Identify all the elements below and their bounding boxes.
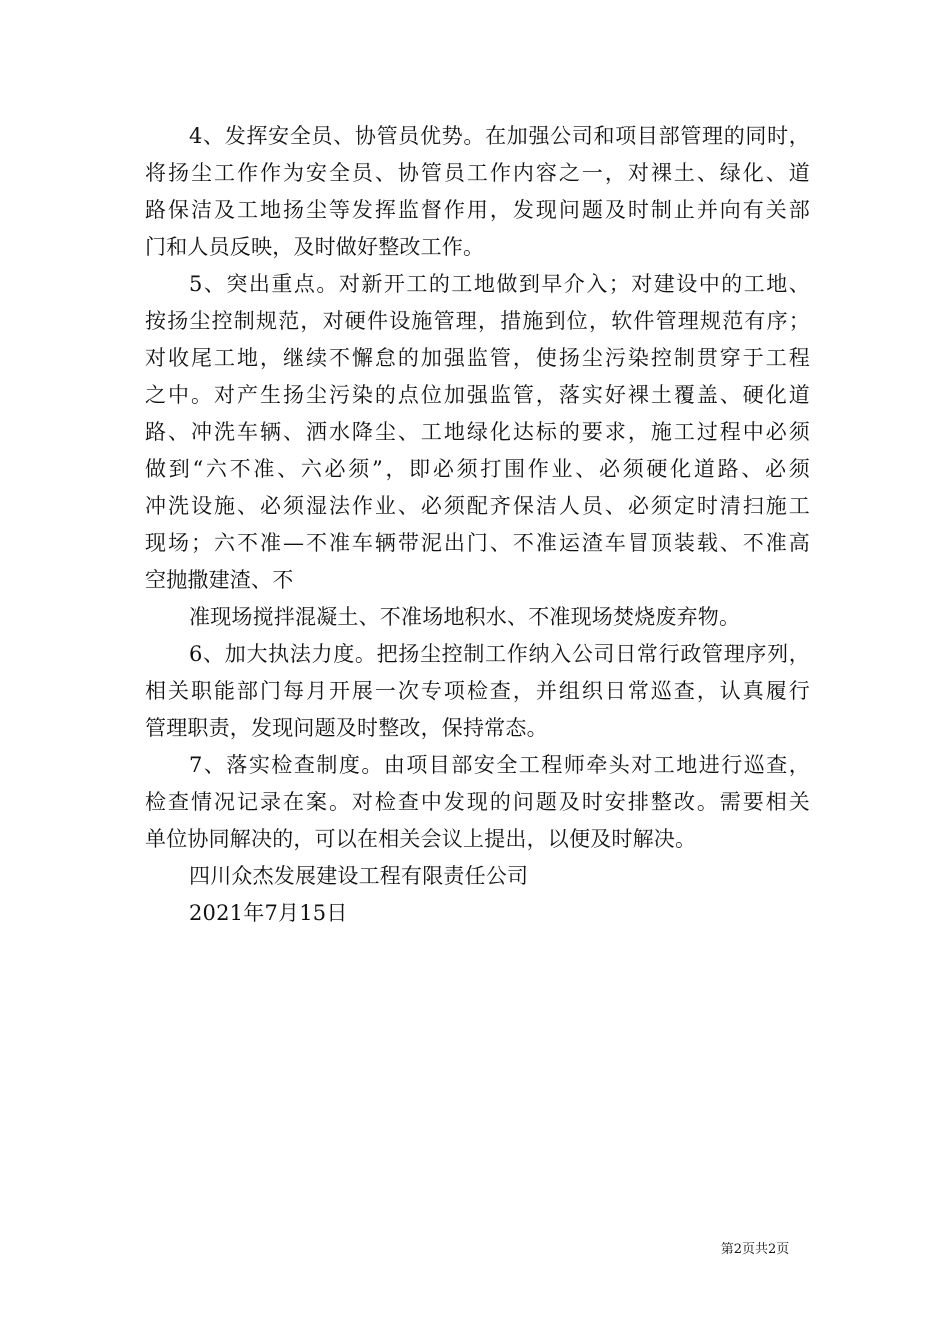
text-line: 冲洗设施、必须湿法作业、必须配齐保洁人员、必须定时清扫施工 <box>145 494 810 518</box>
company-name: 四川众杰发展建设工程有限责任公司 <box>189 864 529 888</box>
text-line: 准现场搅拌混凝土、不准场地积水、不准现场焚烧废弃物。 <box>189 605 741 629</box>
text-line: 按扬尘控制规范，对硬件设施管理，措施到位，软件管理规范有序； <box>145 309 810 333</box>
text-line: 6、加大执法力度。把扬尘控制工作纳入公司日常行政管理序列， <box>189 642 810 666</box>
signature-date: 2021年7月15日 <box>189 901 348 925</box>
text-line: 单位协同解决的，可以在相关会议上提出，以便及时解决。 <box>145 827 697 851</box>
text-line: 路、冲洗车辆、洒水降尘、工地绿化达标的要求，施工过程中必须 <box>145 420 810 444</box>
text-line: 空抛撒建渣、不 <box>145 568 294 592</box>
text-line: 5、突出重点。对新开工的工地做到早介入；对建设中的工地、 <box>189 272 810 296</box>
paragraph-7 <box>145 747 810 858</box>
text-line: 做到“六不准、六必须”，即必须打围作业、必须硬化道路、必须 <box>145 457 810 481</box>
text-line: 门和人员反映，及时做好整改工作。 <box>145 235 485 259</box>
paragraph-5-continuation <box>145 599 810 636</box>
text-line: 相关职能部门每月开展一次专项检查，并组织日常巡查，认真履行 <box>145 679 810 703</box>
paragraph-4 <box>145 118 810 266</box>
text-line: 之中。对产生扬尘污染的点位加强监管，落实好裸土覆盖、硬化道 <box>145 383 810 407</box>
text-line: 7、落实检查制度。由项目部安全工程师牵头对工地进行巡查， <box>189 753 810 777</box>
paragraph-6 <box>145 636 810 747</box>
text-line: 对收尾工地，继续不懈怠的加强监管，使扬尘污染控制贯穿于工程 <box>145 346 810 370</box>
document-body <box>145 118 810 932</box>
text-line: 检查情况记录在案。对检查中发现的问题及时安排整改。需要相关 <box>145 790 810 814</box>
text-line: 管理职责，发现问题及时整改，保持常态。 <box>145 716 548 740</box>
page-number: 第2页共2页 <box>720 1242 790 1257</box>
text-line: 将扬尘工作作为安全员、协管员工作内容之一，对裸土、绿化、道 <box>145 161 810 185</box>
text-line: 路保洁及工地扬尘等发挥监督作用，发现问题及时制止并向有关部 <box>145 198 810 222</box>
text-line: 现场；六不准—不准车辆带泥出门、不准运渣车冒顶装载、不准高 <box>145 531 810 555</box>
paragraph-5 <box>145 266 810 599</box>
signature-block <box>145 858 810 932</box>
text-line: 4、发挥安全员、协管员优势。在加强公司和项目部管理的同时， <box>189 124 810 148</box>
